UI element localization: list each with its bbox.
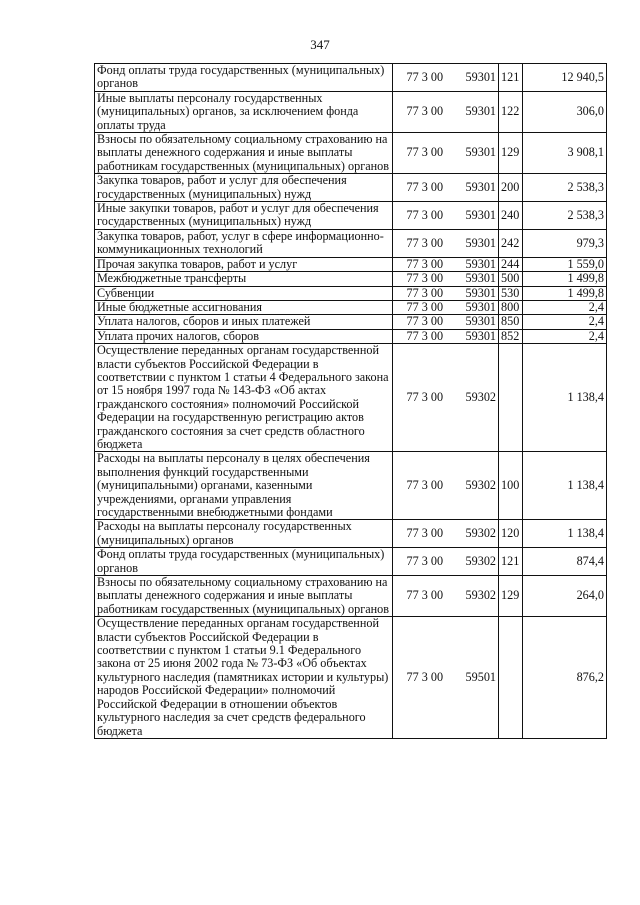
row-name-cell: Прочая закупка товаров, работ и услуг <box>95 257 393 271</box>
row-amount-cell: 1 138,4 <box>523 344 607 452</box>
row-amount-cell: 2 538,3 <box>523 174 607 202</box>
table-row <box>95 300 607 314</box>
row-expense-type-cell: 242 <box>499 229 523 257</box>
table-row <box>95 344 607 452</box>
row-amount-cell: 874,4 <box>523 548 607 576</box>
row-name-cell: Расходы на выплаты персоналу государственных (муниципальных) органов <box>95 520 393 548</box>
row-name-cell: Фонд оплаты труда государственных (муниципальных) органов <box>95 548 393 576</box>
row-section-cell: 59301 <box>457 202 499 230</box>
row-amount-cell: 2,4 <box>523 329 607 343</box>
table-row <box>95 286 607 300</box>
row-expense-type-cell: 852 <box>499 329 523 343</box>
row-section-cell: 59501 <box>457 617 499 739</box>
row-code-cell: 77 3 00 <box>393 64 457 92</box>
row-code-cell: 77 3 00 <box>393 202 457 230</box>
row-amount-cell: 2 538,3 <box>523 202 607 230</box>
budget-table-body <box>95 64 607 739</box>
row-code-cell: 77 3 00 <box>393 300 457 314</box>
row-code-cell: 77 3 00 <box>393 229 457 257</box>
row-amount-cell: 1 499,8 <box>523 286 607 300</box>
row-section-cell: 59301 <box>457 91 499 132</box>
row-name-cell: Осуществление переданных органам государственной власти субъектов Российской Федерации в соответствии с пунктом 1 статьи 9.1 Федерального закона от 25 июня 2002 года № 73-ФЗ «Об объектах культурного наследия (памятниках истории и культуры) народов Российской Федерации» полномочий Российской Федерации в отношении объектов культурного наследия за счет средств федерального бюджета <box>95 617 393 739</box>
table-row <box>95 257 607 271</box>
row-code-cell: 77 3 00 <box>393 520 457 548</box>
row-section-cell: 59302 <box>457 520 499 548</box>
row-name-cell: Иные выплаты персоналу государственных (муниципальных) органов, за исключением фонда оплаты труда <box>95 91 393 132</box>
row-section-cell: 59301 <box>457 257 499 271</box>
table-row <box>95 617 607 739</box>
table-row <box>95 576 607 617</box>
table-row <box>95 229 607 257</box>
row-amount-cell: 3 908,1 <box>523 133 607 174</box>
row-expense-type-cell: 122 <box>499 91 523 132</box>
row-section-cell: 59301 <box>457 64 499 92</box>
row-amount-cell: 306,0 <box>523 91 607 132</box>
row-amount-cell: 876,2 <box>523 617 607 739</box>
row-expense-type-cell <box>499 344 523 452</box>
row-section-cell: 59301 <box>457 174 499 202</box>
row-code-cell: 77 3 00 <box>393 329 457 343</box>
row-section-cell: 59301 <box>457 229 499 257</box>
row-section-cell: 59302 <box>457 344 499 452</box>
row-expense-type-cell: 100 <box>499 452 523 520</box>
row-expense-type-cell: 850 <box>499 315 523 329</box>
row-code-cell: 77 3 00 <box>393 91 457 132</box>
row-expense-type-cell: 500 <box>499 272 523 286</box>
table-row <box>95 315 607 329</box>
table-row <box>95 329 607 343</box>
table-row <box>95 64 607 92</box>
row-code-cell: 77 3 00 <box>393 576 457 617</box>
row-expense-type-cell: 129 <box>499 133 523 174</box>
row-expense-type-cell: 530 <box>499 286 523 300</box>
table-row <box>95 202 607 230</box>
row-section-cell: 59301 <box>457 286 499 300</box>
row-code-cell: 77 3 00 <box>393 617 457 739</box>
row-section-cell: 59302 <box>457 452 499 520</box>
row-expense-type-cell: 120 <box>499 520 523 548</box>
row-name-cell: Осуществление переданных органам государственной власти субъектов Российской Федерации в соответствии с пунктом 1 статьи 4 Федерального закона от 15 ноября 1997 года № 143-ФЗ «Об актах гражданского состояния» полномочий Российской Федерации на государственную регистрацию актов гражданского состояния за счет средств областного бюджета <box>95 344 393 452</box>
table-row <box>95 548 607 576</box>
row-amount-cell: 1 138,4 <box>523 452 607 520</box>
row-expense-type-cell: 200 <box>499 174 523 202</box>
row-name-cell: Иные бюджетные ассигнования <box>95 300 393 314</box>
row-name-cell: Закупка товаров, работ и услуг для обеспечения государственных (муниципальных) нужд <box>95 174 393 202</box>
row-name-cell: Уплата прочих налогов, сборов <box>95 329 393 343</box>
row-amount-cell: 264,0 <box>523 576 607 617</box>
row-name-cell: Межбюджетные трансферты <box>95 272 393 286</box>
row-expense-type-cell: 129 <box>499 576 523 617</box>
row-section-cell: 59301 <box>457 315 499 329</box>
row-amount-cell: 1 499,8 <box>523 272 607 286</box>
page-number: 347 <box>310 37 330 52</box>
row-amount-cell: 2,4 <box>523 300 607 314</box>
row-name-cell: Расходы на выплаты персоналу в целях обеспечения выполнения функций государственными (муниципальными) органами, казенными учреждениями, органами управления государственными внебюджетными фондами <box>95 452 393 520</box>
row-name-cell: Уплата налогов, сборов и иных платежей <box>95 315 393 329</box>
row-section-cell: 59302 <box>457 548 499 576</box>
row-name-cell: Иные закупки товаров, работ и услуг для обеспечения государственных (муниципальных) нужд <box>95 202 393 230</box>
row-name-cell: Взносы по обязательному социальному страхованию на выплаты денежного содержания и иные выплаты работникам государственных (муниципальных) органов <box>95 576 393 617</box>
row-name-cell: Закупка товаров, работ, услуг в сфере информационно-коммуникационных технологий <box>95 229 393 257</box>
row-section-cell: 59301 <box>457 300 499 314</box>
row-code-cell: 77 3 00 <box>393 272 457 286</box>
table-row <box>95 520 607 548</box>
row-code-cell: 77 3 00 <box>393 452 457 520</box>
table-row <box>95 133 607 174</box>
row-name-cell: Фонд оплаты труда государственных (муниципальных) органов <box>95 64 393 92</box>
row-code-cell: 77 3 00 <box>393 548 457 576</box>
row-expense-type-cell: 121 <box>499 548 523 576</box>
row-section-cell: 59301 <box>457 329 499 343</box>
row-expense-type-cell: 121 <box>499 64 523 92</box>
table-row <box>95 272 607 286</box>
row-amount-cell: 12 940,5 <box>523 64 607 92</box>
row-amount-cell: 1 559,0 <box>523 257 607 271</box>
row-expense-type-cell <box>499 617 523 739</box>
row-code-cell: 77 3 00 <box>393 344 457 452</box>
table-row <box>95 452 607 520</box>
row-name-cell: Взносы по обязательному социальному страхованию на выплаты денежного содержания и иные выплаты работникам государственных (муниципальных) органов <box>95 133 393 174</box>
row-code-cell: 77 3 00 <box>393 315 457 329</box>
row-amount-cell: 2,4 <box>523 315 607 329</box>
table-row <box>95 174 607 202</box>
row-expense-type-cell: 244 <box>499 257 523 271</box>
row-code-cell: 77 3 00 <box>393 174 457 202</box>
row-code-cell: 77 3 00 <box>393 257 457 271</box>
row-expense-type-cell: 240 <box>499 202 523 230</box>
row-section-cell: 59301 <box>457 133 499 174</box>
row-section-cell: 59302 <box>457 576 499 617</box>
row-amount-cell: 1 138,4 <box>523 520 607 548</box>
row-code-cell: 77 3 00 <box>393 286 457 300</box>
row-code-cell: 77 3 00 <box>393 133 457 174</box>
table-row <box>95 91 607 132</box>
row-name-cell: Субвенции <box>95 286 393 300</box>
row-section-cell: 59301 <box>457 272 499 286</box>
budget-table <box>94 63 607 739</box>
row-amount-cell: 979,3 <box>523 229 607 257</box>
row-expense-type-cell: 800 <box>499 300 523 314</box>
